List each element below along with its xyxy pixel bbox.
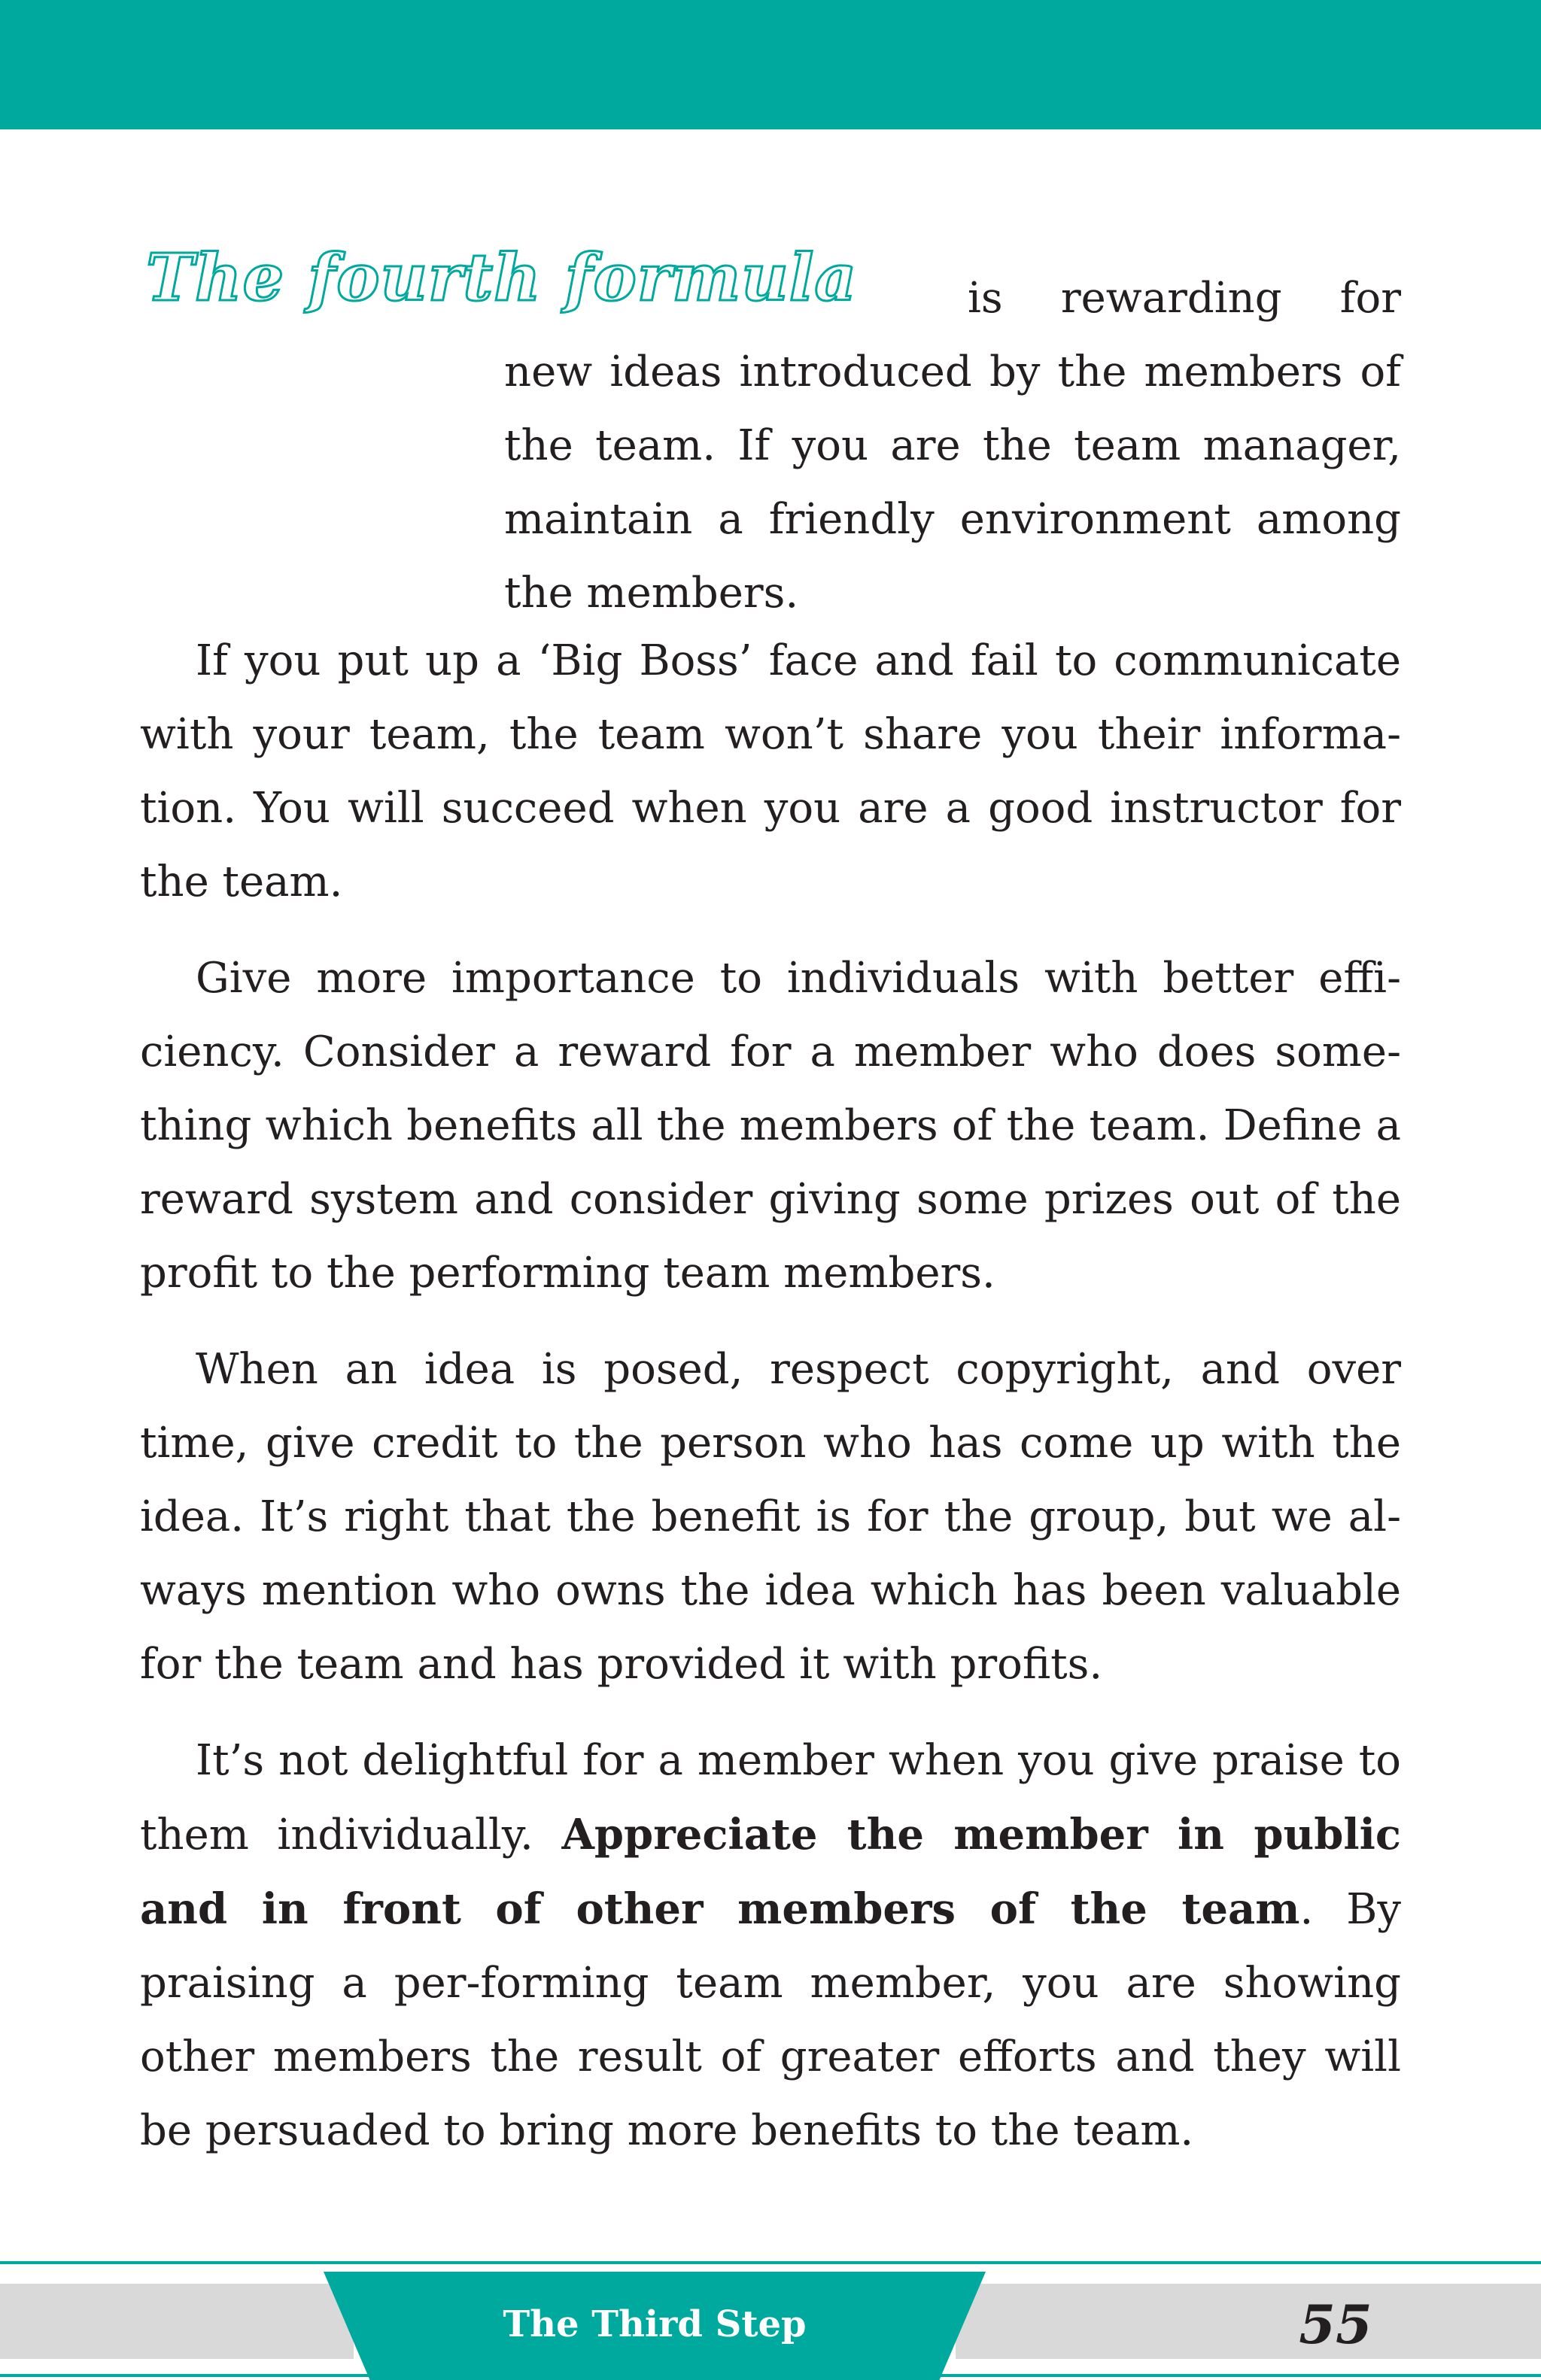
page-footer xyxy=(0,2261,1541,2380)
footer-right-panel xyxy=(956,2284,1541,2359)
lead-word: rewarding xyxy=(1060,274,1282,323)
text-run: . By praising a per-forming team member, you are showing other members the result of greater efforts and they will be persuaded to bring more benefits to the team. xyxy=(140,1885,1401,2155)
text-run: It’s not delightful for a member when you give praise to them individually. xyxy=(140,1736,1401,1859)
header-band xyxy=(0,0,1541,129)
section-title: The Third Step xyxy=(503,2303,807,2345)
lead-word: for xyxy=(1339,274,1401,323)
body-paragraph: If you put up a ‘Big Boss’ face and fail to communicate with your team, the team won’t share you their informa-tion. You will succeed when you are a good instructor for the team. xyxy=(140,636,1401,906)
footer-top-rule xyxy=(0,2261,1541,2264)
lead-first-line xyxy=(968,262,1401,335)
page-body xyxy=(140,233,1401,2190)
emphasis-text: Appreciate the member in public and in front of other members of the team xyxy=(140,1810,1401,1934)
lead-paragraph xyxy=(140,233,1401,624)
footer-left-panel xyxy=(0,2284,354,2359)
body-paragraph: Give more importance to individuals with better effi-ciency. Consider a reward for a member who does some-thing which benefits all the members of the team. Define a reward system and consider giving some prizes out of the profit to the performing team members. xyxy=(140,954,1401,1298)
body-paragraph: When an idea is posed, respect copyright, and over time, give credit to the person who has come up with the idea. It’s right that the benefit is for the group, but we al-ways mention who owns the idea which has been valuable for the team and has provided it with profits. xyxy=(140,1345,1401,1689)
body-paragraph-last xyxy=(140,1724,1401,2168)
page-number: 55 xyxy=(1299,2293,1372,2356)
lead-word: is xyxy=(968,274,1003,323)
formula-title: The fourth formula xyxy=(146,240,858,316)
lead-rest-text: new ideas introduced by the members of the team. If you are the team manager, maintain a friendly environment among the members. xyxy=(504,348,1401,618)
